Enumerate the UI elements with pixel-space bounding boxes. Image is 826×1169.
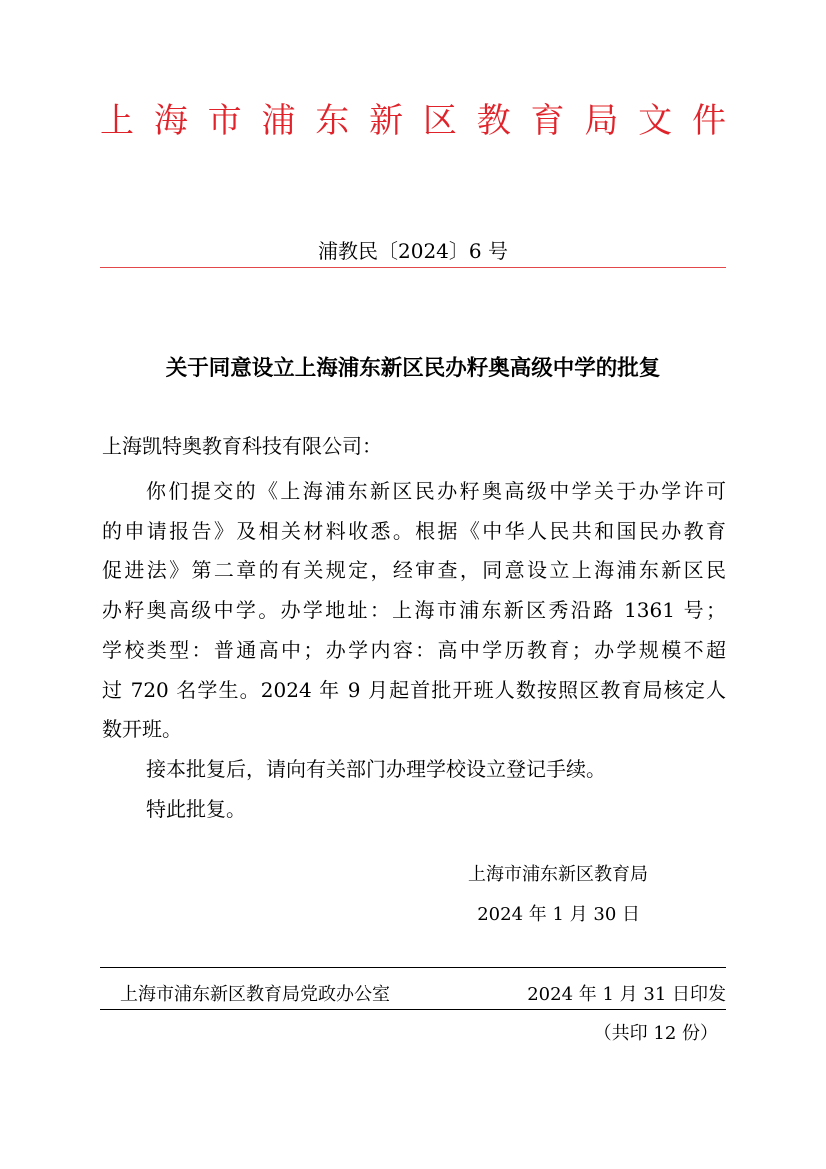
- signature-issuer: 上海市浦东新区教育局: [468, 864, 648, 885]
- document-title: 关于同意设立上海浦东新区民办籽奥高级中学的批复: [165, 356, 661, 381]
- header-char: 新: [369, 101, 404, 141]
- header-char: 育: [530, 101, 565, 141]
- footer-office: 上海市浦东新区教育局党政办公室: [120, 984, 390, 1005]
- footer-print-date: 2024 年 1 月 31 日印发: [527, 984, 726, 1005]
- body-line: 促进法》第二章的有关规定，经审查，同意设立上海浦东新区民: [102, 558, 726, 583]
- addressee: 上海凯特奥教育科技有限公司：: [102, 434, 382, 458]
- header-char: 市: [207, 101, 242, 141]
- document-body: [102, 472, 726, 829]
- header-char: 区: [422, 101, 457, 141]
- body-line: 你们提交的《上海浦东新区民办籽奥高级中学关于办学许可: [146, 479, 726, 503]
- header-char: 教: [476, 101, 511, 141]
- copies-count: （共印 12 份）: [593, 1023, 718, 1044]
- header-char: 件: [691, 101, 726, 141]
- body-line: 接本批复后，请向有关部门办理学校设立登记手续。: [146, 756, 606, 781]
- body-line: 办籽奥高级中学。办学地址：上海市浦东新区秀沿路 1361 号；: [102, 598, 726, 623]
- document-number: 浦教民〔2024〕6 号: [318, 239, 508, 263]
- body-line: 学校类型：普通高中；办学内容：高中学历教育；办学规模不超: [102, 637, 726, 662]
- body-paragraph-2: [102, 750, 726, 790]
- body-paragraph-3: [102, 790, 726, 830]
- signature-date: 2024 年 1 月 30 日: [477, 904, 640, 925]
- header-char: 文: [638, 101, 673, 141]
- header-char: 海: [153, 101, 188, 141]
- footer-bottom-rule: [100, 1009, 726, 1010]
- header-char: 浦: [261, 101, 296, 141]
- footer-top-rule: [100, 967, 726, 968]
- red-separator-line: [100, 267, 726, 268]
- body-paragraph-1: [102, 472, 726, 750]
- document-header-title: [100, 96, 726, 146]
- header-char: 上: [100, 101, 134, 141]
- body-line: 数开班。: [102, 717, 182, 742]
- header-char: 东: [315, 101, 350, 141]
- header-char: 局: [584, 101, 619, 141]
- body-line: 特此批复。: [146, 796, 246, 821]
- body-line: 的申请报告》及相关材料收悉。根据《中华人民共和国民办教育: [102, 518, 726, 543]
- body-line: 过 720 名学生。2024 年 9 月起首批开班人数按照区教育局核定人: [102, 677, 726, 702]
- footer-row: [120, 982, 726, 1008]
